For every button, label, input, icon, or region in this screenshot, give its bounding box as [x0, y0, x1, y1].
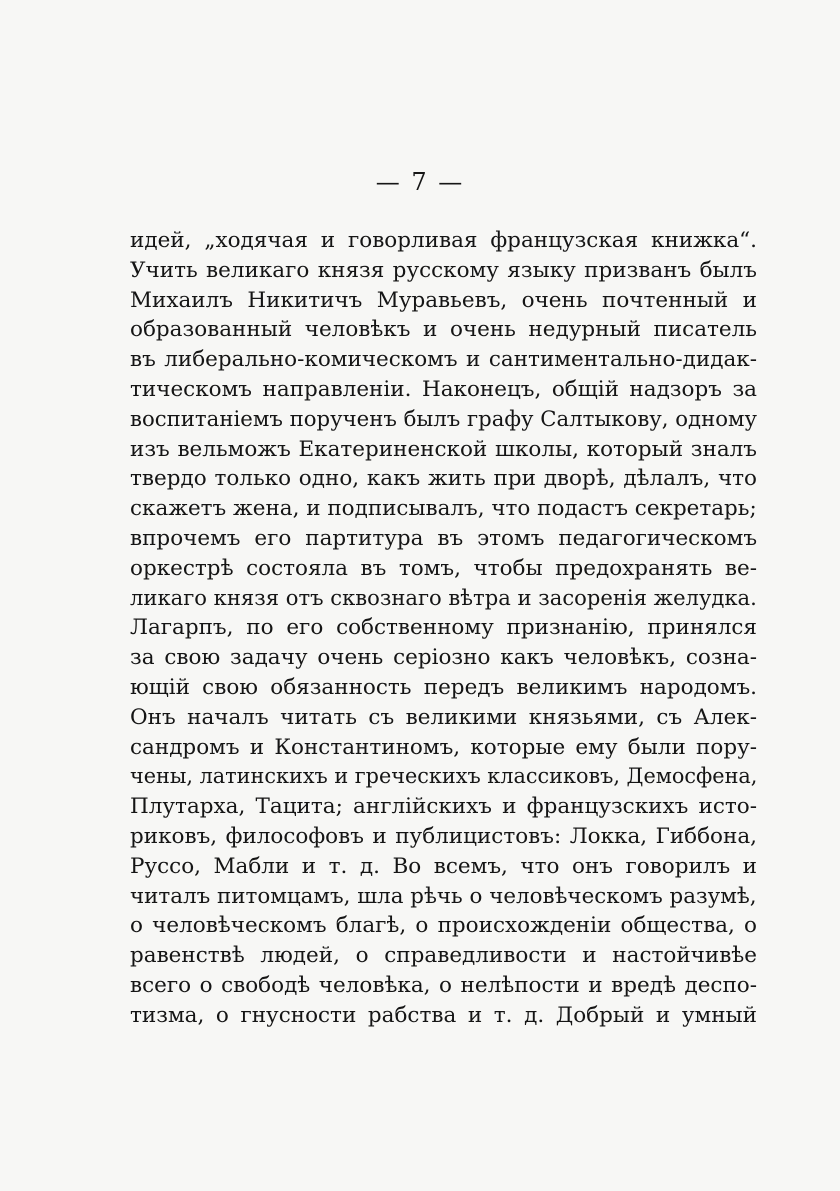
text-line: скажетъ жена, и подписывалъ, что подастъ секретарь;	[130, 496, 757, 522]
text-line: оркестрѣ состояла въ томъ, чтобы предохранять ве-	[130, 555, 757, 581]
page-number: — 7 —	[375, 168, 465, 196]
text-line: риковъ, философовъ и публицистовъ: Локка, Гиббона,	[130, 823, 757, 849]
text-line: о человѣческомъ благѣ, о происхожденіи общества, о	[130, 913, 757, 939]
text-line: тизма, о гнусности рабства и т. д. Добрый и умный	[130, 1002, 757, 1028]
text-line: Лагарпъ, по его собственному признанію, принялся	[130, 615, 757, 641]
text-line: образованный человѣкъ и очень недурный писатель	[130, 317, 757, 343]
text-line: ющій свою обязанность передъ великимъ народомъ.	[130, 674, 757, 700]
text-line: всего о свободѣ человѣка, о нелѣпости и вредѣ деспо-	[130, 972, 757, 998]
text-line: Руссо, Мабли и т. д. Во всемъ, что онъ говорилъ и	[130, 853, 757, 879]
text-line: Михаилъ Никитичъ Муравьевъ, очень почтенный и	[130, 287, 757, 313]
text-line: изъ вельможъ Екатериненской школы, который зналъ	[130, 436, 757, 462]
text-line: въ либерально-комическомъ и сантиментально-дидак-	[130, 347, 757, 373]
text-line: твердо только одно, какъ жить при дворѣ, дѣлалъ, что	[130, 466, 757, 492]
text-line: впрочемъ его партитура въ этомъ педагогическомъ	[130, 525, 757, 551]
text-line: тическомъ направленіи. Наконецъ, общій надзоръ за	[130, 376, 757, 402]
text-line: Учить великаго князя русскому языку призванъ былъ	[130, 257, 757, 283]
text-line: сандромъ и Константиномъ, которые ему были пору-	[130, 734, 757, 760]
text-line: Онъ началъ читать съ великими князьями, съ Алек-	[130, 704, 757, 730]
text-line: идей, „ходячая и говорливая французская книжка“.	[130, 228, 757, 253]
text-line: воспитаніемъ порученъ былъ графу Салтыкову, одному	[130, 406, 758, 432]
body-text	[130, 226, 757, 1031]
text-line: читалъ питомцамъ, шла рѣчь о человѣческомъ разумѣ,	[130, 883, 757, 909]
text-line: чены, латинскихъ и греческихъ классиковъ, Демосфена,	[130, 764, 758, 790]
text-line: Плутарха, Тацита; англійскихъ и французскихъ исто-	[130, 794, 757, 820]
text-line: за свою задачу очень серіозно какъ человѣкъ, созна-	[130, 645, 757, 671]
text-line: ликаго князя отъ сквознаго вѣтра и засоренія желудка.	[130, 585, 757, 611]
text-line: равенствѣ людей, о справедливости и настойчивѣе	[130, 943, 757, 969]
